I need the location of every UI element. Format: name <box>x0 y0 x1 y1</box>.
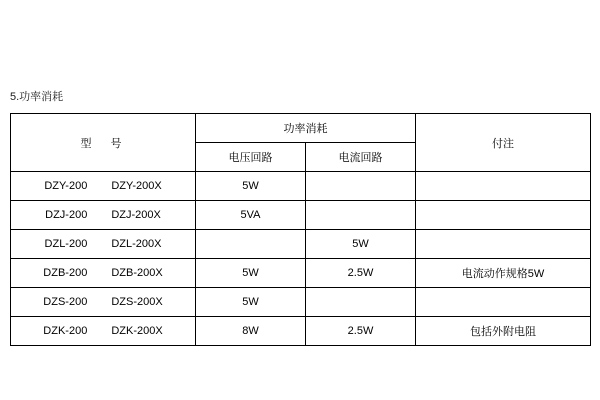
table-row <box>11 288 591 317</box>
table-row <box>11 230 591 259</box>
cell-model <box>11 172 196 201</box>
model-primary: DZK-200 <box>43 325 88 337</box>
model-primary: DZB-200 <box>43 267 88 279</box>
column-header-model: 型 号 <box>11 114 196 172</box>
cell-voltage: 5VA <box>196 201 306 230</box>
cell-model <box>11 259 196 288</box>
cell-note: 包括外附电阻 <box>416 317 591 346</box>
model-variant: DZJ-200X <box>111 209 161 221</box>
model-primary: DZL-200 <box>44 238 88 250</box>
cell-voltage: 5W <box>196 288 306 317</box>
cell-current <box>306 288 416 317</box>
column-header-voltage-circuit: 电压回路 <box>196 143 306 172</box>
model-variant: DZK-200X <box>111 325 163 337</box>
model-variant: DZY-200X <box>111 180 162 192</box>
table-body <box>11 172 591 346</box>
column-header-note: 付注 <box>416 114 591 172</box>
cell-voltage: 5W <box>196 172 306 201</box>
power-consumption-table <box>10 113 591 346</box>
model-primary: DZY-200 <box>44 180 88 192</box>
cell-voltage: 8W <box>196 317 306 346</box>
model-variant: DZS-200X <box>111 296 163 308</box>
table-row <box>11 259 591 288</box>
cell-current <box>306 172 416 201</box>
table-row <box>11 317 591 346</box>
table-header-row-1 <box>11 114 591 143</box>
page-title: 5.功率消耗 <box>10 91 64 103</box>
column-header-current-circuit: 电流回路 <box>306 143 416 172</box>
cell-note <box>416 230 591 259</box>
cell-note <box>416 172 591 201</box>
model-variant: DZL-200X <box>111 238 162 250</box>
cell-current: 2.5W <box>306 259 416 288</box>
model-primary: DZJ-200 <box>45 209 88 221</box>
cell-current <box>306 201 416 230</box>
table-row <box>11 172 591 201</box>
table-row <box>11 201 591 230</box>
cell-model <box>11 230 196 259</box>
cell-note: 电流动作规格5W <box>416 259 591 288</box>
model-variant: DZB-200X <box>111 267 163 279</box>
cell-model <box>11 317 196 346</box>
model-primary: DZS-200 <box>43 296 88 308</box>
cell-current: 5W <box>306 230 416 259</box>
cell-model <box>11 201 196 230</box>
cell-voltage: 5W <box>196 259 306 288</box>
cell-voltage <box>196 230 306 259</box>
cell-note <box>416 201 591 230</box>
cell-note <box>416 288 591 317</box>
table-header <box>11 114 591 172</box>
cell-current: 2.5W <box>306 317 416 346</box>
column-header-power-consumption: 功率消耗 <box>196 114 416 143</box>
power-consumption-table-wrapper <box>10 113 590 346</box>
cell-model <box>11 288 196 317</box>
